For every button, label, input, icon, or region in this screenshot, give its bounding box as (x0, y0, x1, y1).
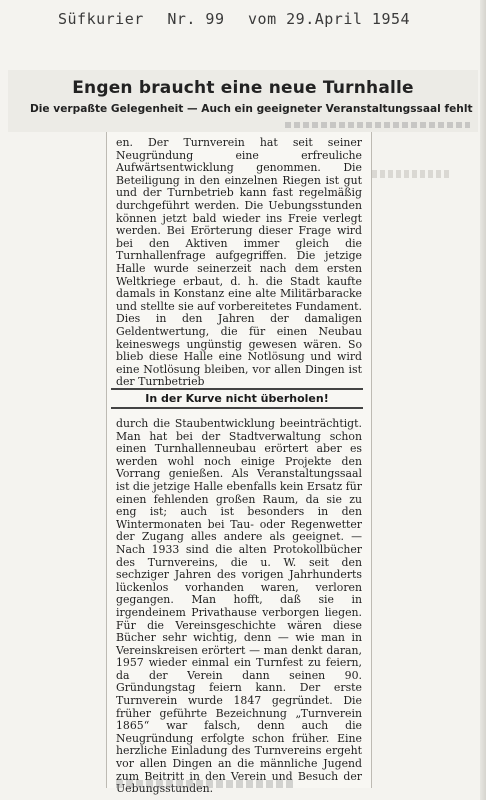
bleed-through-text (285, 122, 470, 128)
typed-header (58, 10, 424, 28)
issue-number: Nr. 99 (167, 10, 225, 28)
page-edge (480, 0, 486, 800)
article-body-part1: en. Der Turnverein hat seit seiner Neugründung eine erfreuliche Aufwärtsentwicklung genommen. Die Beteiligung in den einzelnen Riegen ist gut und der Turnbetrieb kann fast regelmäßig durchgeführt werden. Die Uebungsstunden können jetzt bald wieder ins Freie verlegt werden. Bei Erörterung dieser Frage wird bei den Aktiven immer gleich die Turnhallenfrage aufgegriffen. Die jetzige Halle wurde seinerzeit nach dem ersten Weltkriege erbaut, d. h. die Stadt kaufte damals in Konstanz eine alte Militärbaracke und stellte sie auf vorbereitetes Fundament. Dies in den Jahren der damaligen Geldentwertung, die für einen Neubau keineswegs ungünstig gewesen wären. So blieb diese Halle eine Notlösung und wird eine Notlösung bleiben, vor allen Dingen ist der Turnbetrieb (116, 136, 362, 389)
article-headline: Engen braucht eine neue Turnhalle (72, 78, 414, 98)
publication-name: Süfkurier (58, 10, 144, 28)
article-body-part2: durch die Staubentwicklung beeinträchtigt. Man hat bei der Stadtverwaltung schon einen Turnhallenneubau erörtert aber es werden wohl noch einige Projekte den Vorrang genießen. Als Veranstaltungssaal ist die jetzige Halle ebenfalls kein Ersatz für einen fehlenden großen Raum, da sie zu eng ist; auch ist besonders in den Wintermonaten bei Tau- oder Regenwetter der Zugang alles andere als geeignet. — Nach 1933 sind die alten Protokollbücher des Turnvereins, die u. W. seit den sechziger Jahren des vorigen Jahrhunderts lückenlos vorhanden waren, verloren gegangen. Man hofft, daß sie in irgendeinem Privathause verborgen liegen. Für die Vereinsgeschichte wären diese Bücher sehr wichtig, denn — wie man in Vereinskreisen erörtert — man denkt daran, 1957 wieder einmal ein Turnfest zu feiern, da der Verein dann seinen 90. Gründungstag feiern kann. Der erste Turnverein wurde 1847 gegründet. Die früher geführte Bezeichnung „Turnverein 1865“ war falsch, denn auch die Neugründung erfolgte schon früher. Eine herzliche Einladung des Turnvereins ergeht vor allen Dingen an die männliche Jugend zum Beitritt in den Verein und Besuch der Uebungsstunden. (116, 417, 362, 796)
cut-off-text (116, 780, 296, 788)
issue-date: vom 29.April 1954 (248, 10, 411, 28)
section-subhead: In der Kurve nicht überholen! (145, 392, 329, 405)
article-subheadline: Die verpaßte Gelegenheit — Auch ein geeigneter Veranstaltungssaal fehlt (30, 103, 473, 115)
ghost-text (372, 170, 452, 178)
